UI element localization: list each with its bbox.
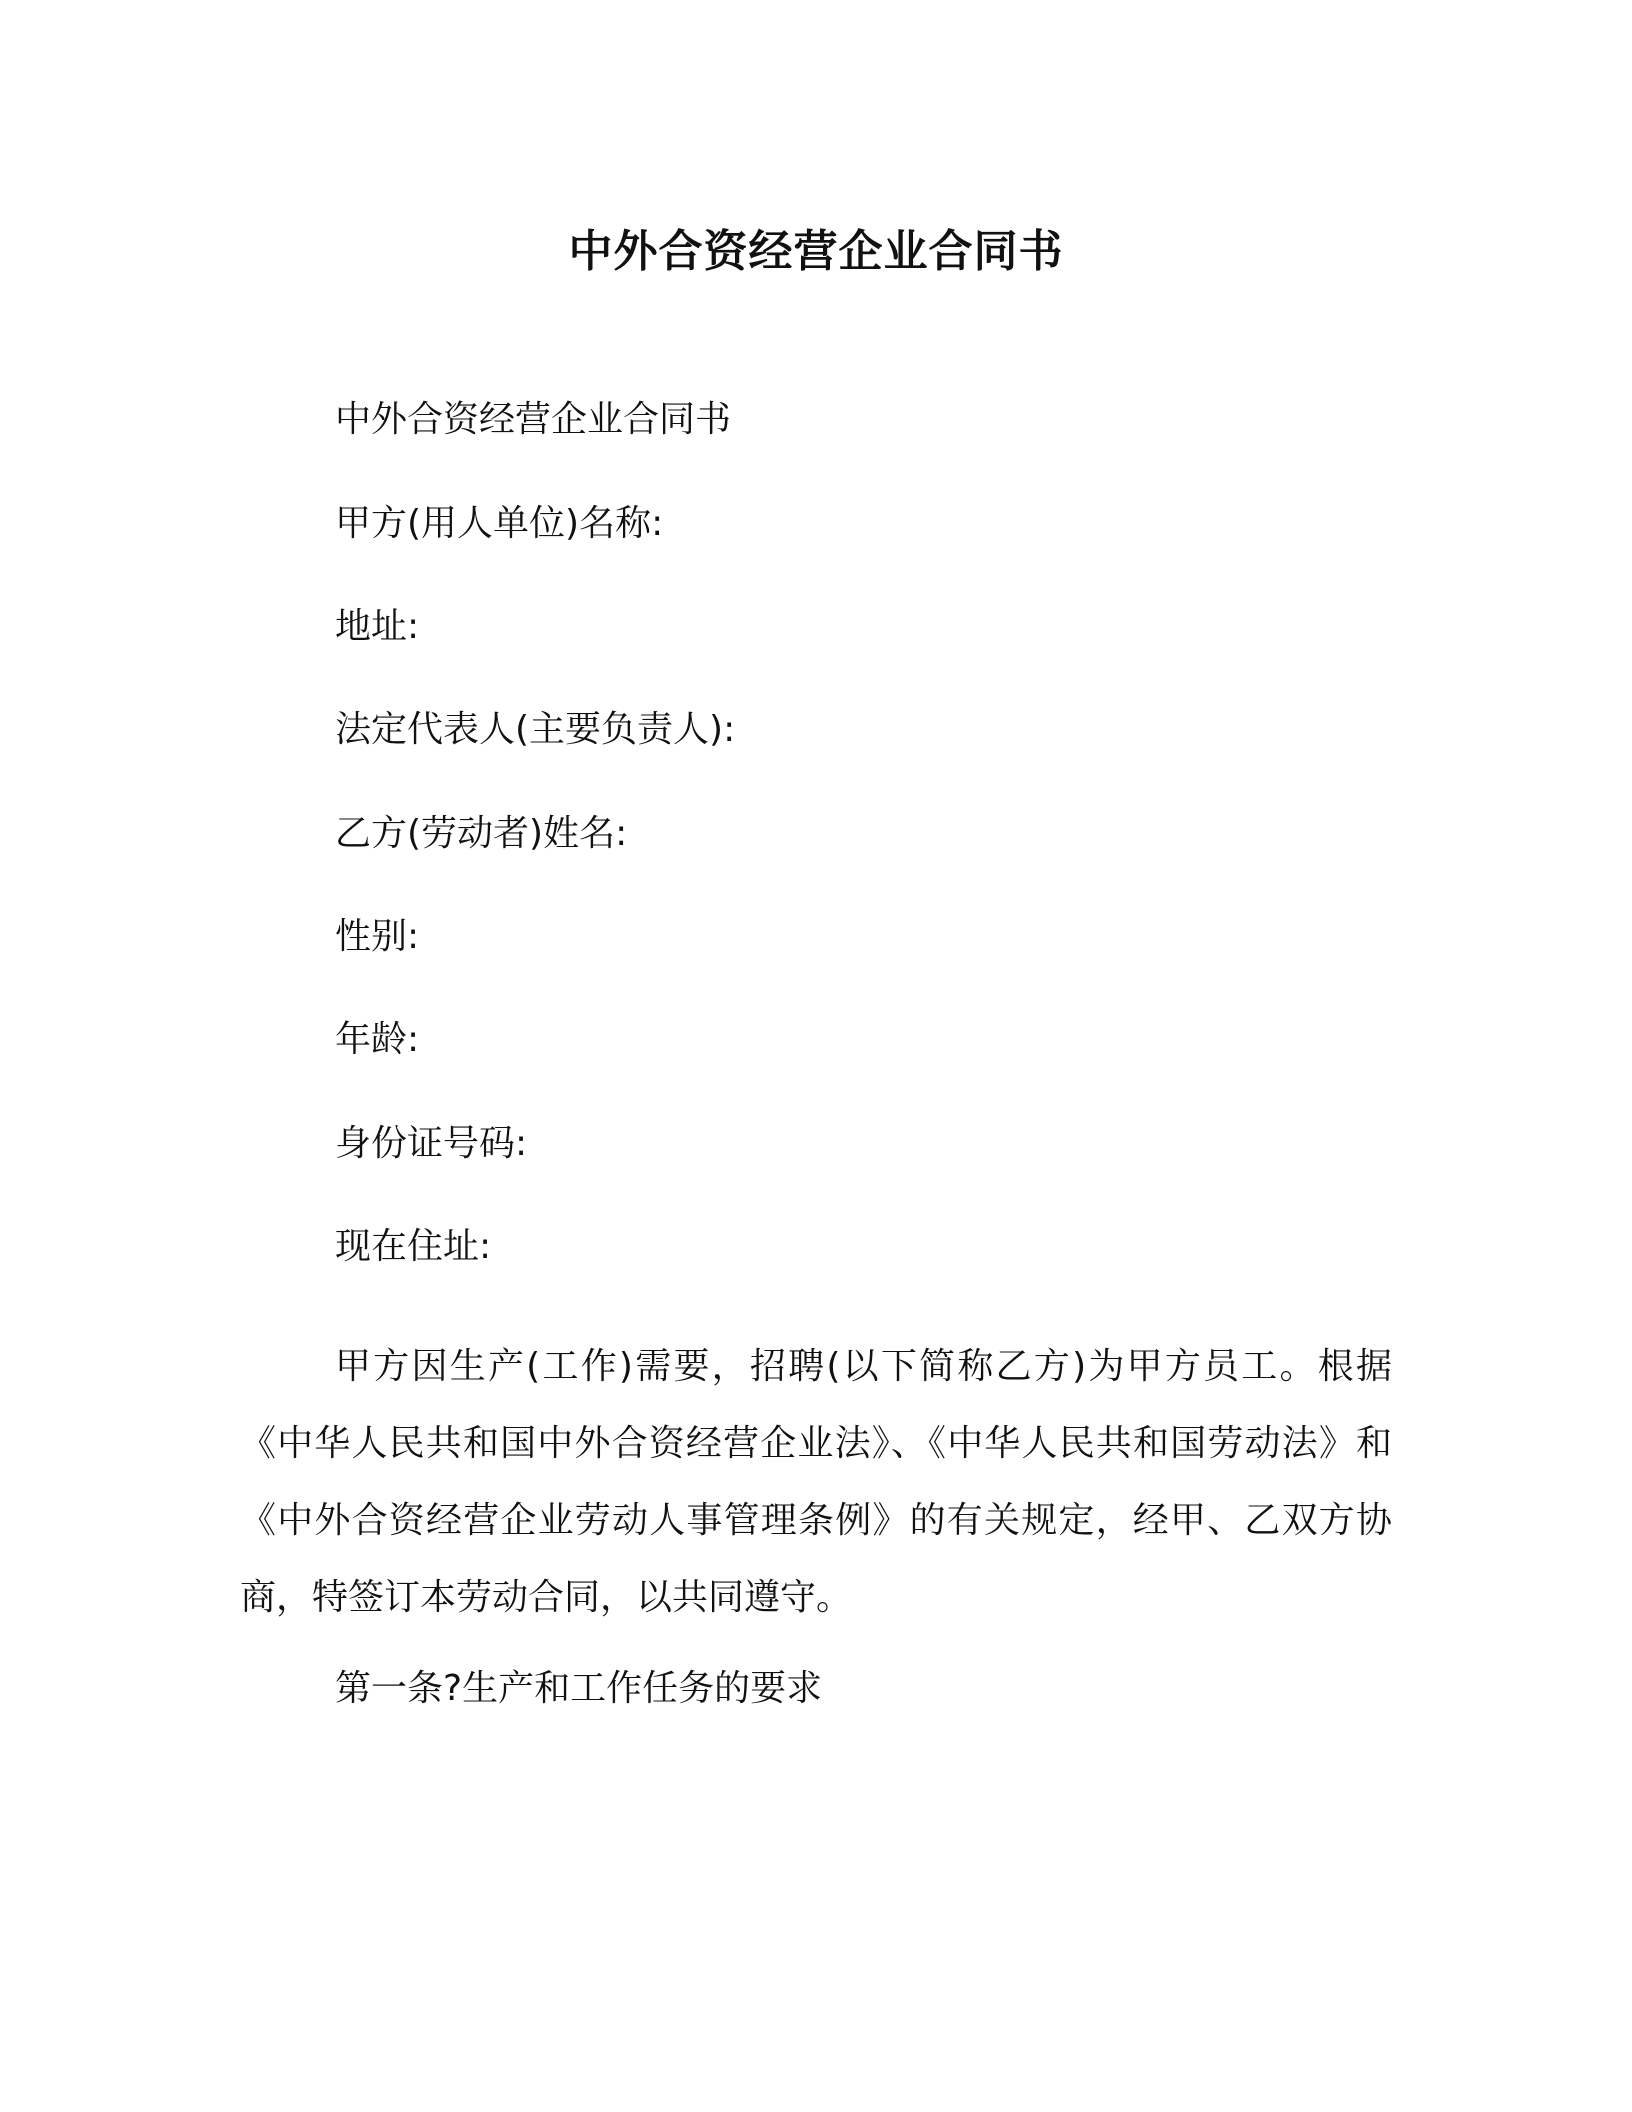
field-address: 地址: <box>335 606 420 647</box>
preamble-paragraph: 甲方因生产(工作)需要，招聘(以下简称乙方)为甲方员工。根据《中华人民共和国中外合资经营企业法》、《中华人民共和国劳动法》和《中外合资经营企业劳动人事管理条例》的有关规定，经甲、乙双方协商，特签订本劳动合同，以共同遵守。 <box>240 1346 1392 1618</box>
article-1-heading: 第一条?生产和工作任务的要求 <box>335 1668 823 1709</box>
field-age: 年龄: <box>335 1019 420 1060</box>
field-id-number: 身份证号码: <box>335 1123 528 1164</box>
preamble-section <box>240 1328 1392 1636</box>
field-legal-representative: 法定代表人(主要负责人): <box>335 709 736 750</box>
field-employer-name: 甲方(用人单位)名称: <box>335 503 664 544</box>
field-current-address: 现在住址: <box>335 1226 492 1267</box>
document-title: 中外合资经营企业合同书 <box>568 226 1064 277</box>
document-subtitle: 中外合资经营企业合同书 <box>335 399 732 440</box>
field-employee-name: 乙方(劳动者)姓名: <box>335 813 628 854</box>
field-gender: 性别: <box>335 916 420 957</box>
